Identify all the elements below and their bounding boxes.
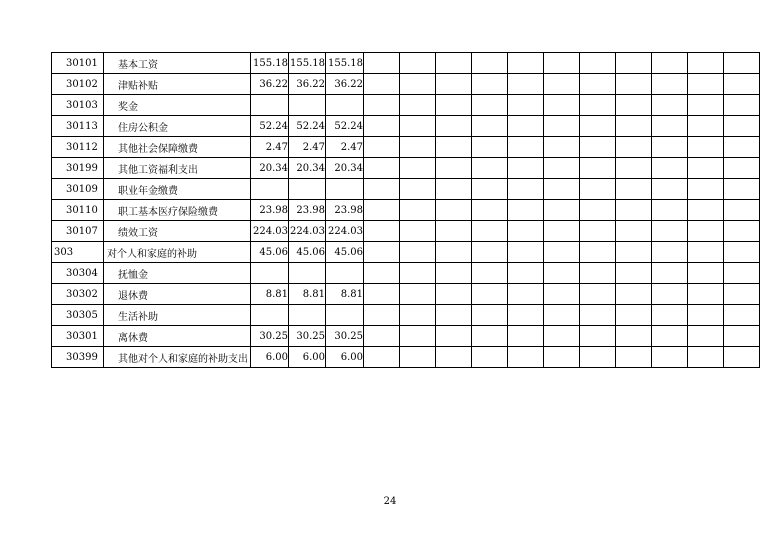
item-code: 30110 bbox=[52, 200, 104, 221]
empty-cell bbox=[652, 179, 688, 200]
empty-cell bbox=[544, 347, 580, 368]
empty-cell bbox=[436, 284, 472, 305]
amount-total: 6.00 bbox=[251, 347, 289, 368]
empty-cell bbox=[364, 116, 400, 137]
empty-cell bbox=[616, 263, 652, 284]
empty-cell bbox=[616, 326, 652, 347]
empty-cell bbox=[688, 242, 724, 263]
item-name: 其他对个人和家庭的补助支出 bbox=[104, 347, 251, 368]
empty-cell bbox=[400, 305, 436, 326]
amount-basic: 30.25 bbox=[326, 326, 364, 347]
item-code: 30302 bbox=[52, 284, 104, 305]
empty-cell bbox=[652, 137, 688, 158]
empty-cell bbox=[688, 158, 724, 179]
item-name: 抚恤金 bbox=[104, 263, 251, 284]
empty-cell bbox=[616, 305, 652, 326]
item-code: 30305 bbox=[52, 305, 104, 326]
item-code: 30103 bbox=[52, 95, 104, 116]
amount-total bbox=[251, 95, 289, 116]
item-name: 住房公积金 bbox=[104, 116, 251, 137]
empty-cell bbox=[508, 347, 544, 368]
empty-cell bbox=[436, 221, 472, 242]
empty-cell bbox=[436, 95, 472, 116]
empty-cell bbox=[364, 200, 400, 221]
table-row bbox=[52, 74, 760, 95]
amount-total: 23.98 bbox=[251, 200, 289, 221]
empty-cell bbox=[580, 158, 616, 179]
item-name: 其他社会保障缴费 bbox=[104, 137, 251, 158]
empty-cell bbox=[616, 242, 652, 263]
table-row bbox=[52, 263, 760, 284]
empty-cell bbox=[544, 305, 580, 326]
amount-total bbox=[251, 179, 289, 200]
amount-total: 8.81 bbox=[251, 284, 289, 305]
empty-cell bbox=[580, 95, 616, 116]
empty-cell bbox=[508, 158, 544, 179]
amount-basic bbox=[326, 95, 364, 116]
empty-cell bbox=[544, 221, 580, 242]
empty-cell bbox=[472, 116, 508, 137]
empty-cell bbox=[364, 53, 400, 74]
empty-cell bbox=[364, 242, 400, 263]
amount-basic: 20.34 bbox=[326, 158, 364, 179]
empty-cell bbox=[616, 221, 652, 242]
empty-cell bbox=[652, 305, 688, 326]
amount-basic: 224.03 bbox=[326, 221, 364, 242]
empty-cell bbox=[616, 74, 652, 95]
item-name: 职工基本医疗保险缴费 bbox=[104, 200, 251, 221]
item-code: 30101 bbox=[52, 53, 104, 74]
empty-cell bbox=[652, 263, 688, 284]
empty-cell bbox=[724, 158, 760, 179]
empty-cell bbox=[436, 137, 472, 158]
empty-cell bbox=[580, 137, 616, 158]
amount-total: 224.03 bbox=[251, 221, 289, 242]
empty-cell bbox=[616, 179, 652, 200]
empty-cell bbox=[508, 95, 544, 116]
empty-cell bbox=[508, 221, 544, 242]
empty-cell bbox=[580, 263, 616, 284]
empty-cell bbox=[580, 284, 616, 305]
empty-cell bbox=[472, 221, 508, 242]
empty-cell bbox=[544, 284, 580, 305]
empty-cell bbox=[616, 200, 652, 221]
table-row bbox=[52, 221, 760, 242]
empty-cell bbox=[364, 179, 400, 200]
empty-cell bbox=[616, 347, 652, 368]
empty-cell bbox=[436, 158, 472, 179]
item-code: 30109 bbox=[52, 179, 104, 200]
empty-cell bbox=[652, 221, 688, 242]
empty-cell bbox=[724, 116, 760, 137]
empty-cell bbox=[724, 326, 760, 347]
empty-cell bbox=[724, 95, 760, 116]
empty-cell bbox=[472, 53, 508, 74]
empty-cell bbox=[472, 242, 508, 263]
empty-cell bbox=[580, 200, 616, 221]
empty-cell bbox=[472, 179, 508, 200]
empty-cell bbox=[436, 116, 472, 137]
empty-cell bbox=[544, 95, 580, 116]
empty-cell bbox=[688, 53, 724, 74]
empty-cell bbox=[688, 179, 724, 200]
empty-cell bbox=[472, 74, 508, 95]
empty-cell bbox=[436, 347, 472, 368]
empty-cell bbox=[688, 305, 724, 326]
amount-subtotal bbox=[289, 305, 326, 326]
empty-cell bbox=[364, 137, 400, 158]
empty-cell bbox=[508, 53, 544, 74]
empty-cell bbox=[616, 116, 652, 137]
empty-cell bbox=[508, 116, 544, 137]
empty-cell bbox=[472, 347, 508, 368]
table-row bbox=[52, 347, 760, 368]
amount-total: 20.34 bbox=[251, 158, 289, 179]
empty-cell bbox=[364, 284, 400, 305]
empty-cell bbox=[436, 242, 472, 263]
amount-basic bbox=[326, 305, 364, 326]
item-code: 30112 bbox=[52, 137, 104, 158]
empty-cell bbox=[544, 263, 580, 284]
table-row bbox=[52, 179, 760, 200]
empty-cell bbox=[652, 95, 688, 116]
empty-cell bbox=[544, 116, 580, 137]
budget-table bbox=[51, 52, 760, 368]
amount-basic bbox=[326, 179, 364, 200]
empty-cell bbox=[616, 284, 652, 305]
empty-cell bbox=[400, 200, 436, 221]
empty-cell bbox=[400, 347, 436, 368]
amount-subtotal: 36.22 bbox=[289, 74, 326, 95]
empty-cell bbox=[400, 158, 436, 179]
empty-cell bbox=[652, 242, 688, 263]
empty-cell bbox=[400, 95, 436, 116]
table-row bbox=[52, 305, 760, 326]
empty-cell bbox=[724, 347, 760, 368]
empty-cell bbox=[508, 242, 544, 263]
empty-cell bbox=[544, 326, 580, 347]
empty-cell bbox=[472, 137, 508, 158]
empty-cell bbox=[400, 221, 436, 242]
empty-cell bbox=[436, 74, 472, 95]
empty-cell bbox=[724, 263, 760, 284]
empty-cell bbox=[688, 200, 724, 221]
amount-basic bbox=[326, 263, 364, 284]
empty-cell bbox=[580, 221, 616, 242]
table-row bbox=[52, 158, 760, 179]
empty-cell bbox=[544, 179, 580, 200]
table-row bbox=[52, 284, 760, 305]
empty-cell bbox=[364, 305, 400, 326]
empty-cell bbox=[688, 263, 724, 284]
empty-cell bbox=[580, 347, 616, 368]
empty-cell bbox=[544, 242, 580, 263]
item-code: 30107 bbox=[52, 221, 104, 242]
empty-cell bbox=[724, 74, 760, 95]
empty-cell bbox=[580, 242, 616, 263]
empty-cell bbox=[400, 263, 436, 284]
item-code: 30199 bbox=[52, 158, 104, 179]
empty-cell bbox=[544, 200, 580, 221]
empty-cell bbox=[724, 221, 760, 242]
empty-cell bbox=[364, 74, 400, 95]
empty-cell bbox=[364, 95, 400, 116]
item-name: 对个人和家庭的补助 bbox=[104, 242, 251, 263]
table-row bbox=[52, 137, 760, 158]
empty-cell bbox=[400, 137, 436, 158]
empty-cell bbox=[400, 326, 436, 347]
item-name: 生活补助 bbox=[104, 305, 251, 326]
amount-basic: 52.24 bbox=[326, 116, 364, 137]
empty-cell bbox=[688, 116, 724, 137]
amount-subtotal bbox=[289, 95, 326, 116]
empty-cell bbox=[616, 95, 652, 116]
empty-cell bbox=[652, 53, 688, 74]
empty-cell bbox=[652, 347, 688, 368]
amount-total: 45.06 bbox=[251, 242, 289, 263]
empty-cell bbox=[364, 326, 400, 347]
empty-cell bbox=[724, 284, 760, 305]
empty-cell bbox=[472, 95, 508, 116]
amount-subtotal: 8.81 bbox=[289, 284, 326, 305]
empty-cell bbox=[616, 137, 652, 158]
empty-cell bbox=[400, 284, 436, 305]
empty-cell bbox=[580, 179, 616, 200]
empty-cell bbox=[364, 347, 400, 368]
empty-cell bbox=[472, 158, 508, 179]
item-name: 津贴补贴 bbox=[104, 74, 251, 95]
item-code: 30113 bbox=[52, 116, 104, 137]
amount-subtotal: 2.47 bbox=[289, 137, 326, 158]
empty-cell bbox=[544, 53, 580, 74]
empty-cell bbox=[544, 158, 580, 179]
amount-subtotal: 30.25 bbox=[289, 326, 326, 347]
empty-cell bbox=[688, 221, 724, 242]
empty-cell bbox=[724, 53, 760, 74]
amount-subtotal: 224.03 bbox=[289, 221, 326, 242]
table-row bbox=[52, 53, 760, 74]
empty-cell bbox=[436, 179, 472, 200]
empty-cell bbox=[652, 200, 688, 221]
empty-cell bbox=[400, 116, 436, 137]
empty-cell bbox=[436, 326, 472, 347]
empty-cell bbox=[688, 74, 724, 95]
amount-total: 155.18 bbox=[251, 53, 289, 74]
page-number: 24 bbox=[383, 496, 397, 507]
empty-cell bbox=[580, 116, 616, 137]
item-name: 其他工资福利支出 bbox=[104, 158, 251, 179]
empty-cell bbox=[688, 347, 724, 368]
item-name: 奖金 bbox=[104, 95, 251, 116]
empty-cell bbox=[724, 179, 760, 200]
empty-cell bbox=[652, 284, 688, 305]
empty-cell bbox=[544, 74, 580, 95]
empty-cell bbox=[400, 179, 436, 200]
amount-basic: 45.06 bbox=[326, 242, 364, 263]
empty-cell bbox=[400, 53, 436, 74]
empty-cell bbox=[400, 242, 436, 263]
amount-subtotal: 23.98 bbox=[289, 200, 326, 221]
item-name: 职业年金缴费 bbox=[104, 179, 251, 200]
amount-subtotal: 6.00 bbox=[289, 347, 326, 368]
empty-cell bbox=[580, 326, 616, 347]
empty-cell bbox=[436, 305, 472, 326]
amount-total: 30.25 bbox=[251, 326, 289, 347]
item-name: 绩效工资 bbox=[104, 221, 251, 242]
empty-cell bbox=[688, 326, 724, 347]
empty-cell bbox=[508, 326, 544, 347]
empty-cell bbox=[508, 305, 544, 326]
empty-cell bbox=[652, 326, 688, 347]
table-row bbox=[52, 95, 760, 116]
empty-cell bbox=[436, 200, 472, 221]
empty-cell bbox=[724, 242, 760, 263]
empty-cell bbox=[724, 137, 760, 158]
item-code: 30304 bbox=[52, 263, 104, 284]
item-code: 30301 bbox=[52, 326, 104, 347]
amount-basic: 23.98 bbox=[326, 200, 364, 221]
empty-cell bbox=[436, 263, 472, 284]
empty-cell bbox=[364, 221, 400, 242]
item-name: 退休费 bbox=[104, 284, 251, 305]
empty-cell bbox=[472, 200, 508, 221]
empty-cell bbox=[472, 284, 508, 305]
empty-cell bbox=[508, 137, 544, 158]
amount-total: 2.47 bbox=[251, 137, 289, 158]
amount-total bbox=[251, 305, 289, 326]
item-code: 30102 bbox=[52, 74, 104, 95]
empty-cell bbox=[724, 200, 760, 221]
amount-subtotal: 45.06 bbox=[289, 242, 326, 263]
empty-cell bbox=[472, 326, 508, 347]
empty-cell bbox=[688, 95, 724, 116]
empty-cell bbox=[652, 116, 688, 137]
empty-cell bbox=[688, 284, 724, 305]
empty-cell bbox=[688, 137, 724, 158]
item-code: 303 bbox=[52, 242, 104, 263]
empty-cell bbox=[472, 263, 508, 284]
amount-basic: 36.22 bbox=[326, 74, 364, 95]
table-row bbox=[52, 326, 760, 347]
table-row bbox=[52, 242, 760, 263]
empty-cell bbox=[508, 263, 544, 284]
empty-cell bbox=[616, 158, 652, 179]
amount-total bbox=[251, 263, 289, 284]
amount-basic: 155.18 bbox=[326, 53, 364, 74]
empty-cell bbox=[472, 305, 508, 326]
amount-basic: 8.81 bbox=[326, 284, 364, 305]
empty-cell bbox=[400, 74, 436, 95]
item-name: 离休费 bbox=[104, 326, 251, 347]
amount-total: 52.24 bbox=[251, 116, 289, 137]
empty-cell bbox=[436, 53, 472, 74]
table-row bbox=[52, 200, 760, 221]
table-row bbox=[52, 116, 760, 137]
empty-cell bbox=[580, 305, 616, 326]
empty-cell bbox=[652, 158, 688, 179]
amount-subtotal: 52.24 bbox=[289, 116, 326, 137]
amount-subtotal bbox=[289, 263, 326, 284]
empty-cell bbox=[508, 74, 544, 95]
amount-total: 36.22 bbox=[251, 74, 289, 95]
amount-basic: 6.00 bbox=[326, 347, 364, 368]
amount-subtotal: 20.34 bbox=[289, 158, 326, 179]
amount-subtotal: 155.18 bbox=[289, 53, 326, 74]
amount-subtotal bbox=[289, 179, 326, 200]
empty-cell bbox=[508, 179, 544, 200]
amount-basic: 2.47 bbox=[326, 137, 364, 158]
empty-cell bbox=[652, 74, 688, 95]
empty-cell bbox=[508, 284, 544, 305]
empty-cell bbox=[616, 53, 652, 74]
empty-cell bbox=[580, 74, 616, 95]
empty-cell bbox=[508, 200, 544, 221]
empty-cell bbox=[364, 263, 400, 284]
item-code: 30399 bbox=[52, 347, 104, 368]
item-name: 基本工资 bbox=[104, 53, 251, 74]
empty-cell bbox=[364, 158, 400, 179]
table-body bbox=[52, 53, 760, 368]
empty-cell bbox=[544, 137, 580, 158]
empty-cell bbox=[580, 53, 616, 74]
empty-cell bbox=[724, 305, 760, 326]
